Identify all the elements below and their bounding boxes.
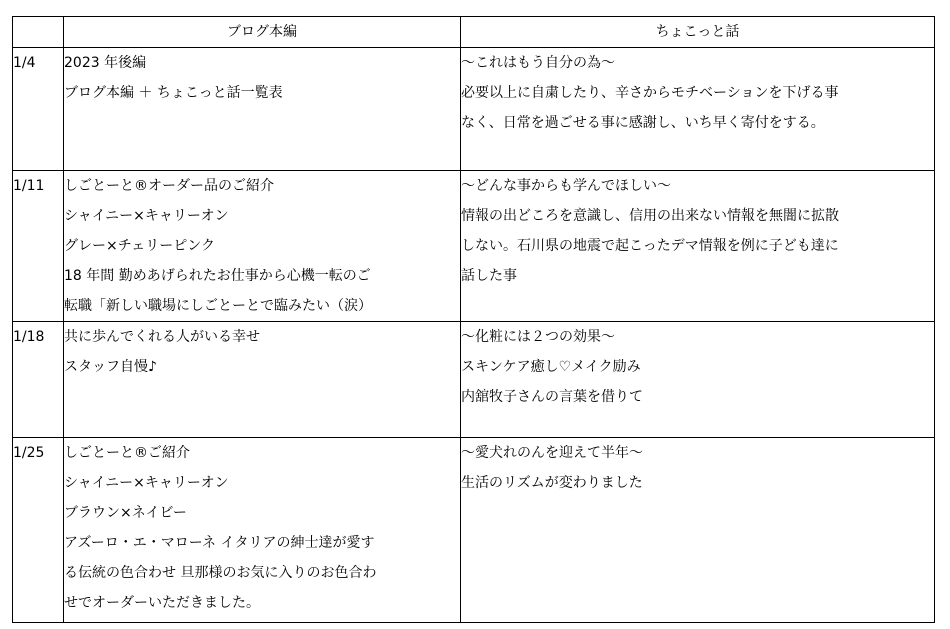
blog-line: 転職「新しい職場にしごとーとで臨みたい（涙） <box>64 298 372 314</box>
table-row <box>13 171 935 322</box>
chat-line: しない。石川県の地震で起こったデマ情報を例に子ども達に <box>461 238 839 254</box>
chat-cell <box>461 438 935 623</box>
schedule-table <box>12 16 935 623</box>
blog-line: シャイニー×キャリーオン <box>64 475 229 491</box>
chat-line: なく、日常を過ごせる事に感謝し、いち早く寄付をする。 <box>461 115 825 131</box>
date-cell: 1/25 <box>13 438 64 623</box>
chat-line: ～どんな事からも学んでほしい～ <box>461 178 671 194</box>
chat-cell <box>461 322 935 438</box>
blog-line: アズーロ・エ・マローネ イタリアの紳士達が愛す <box>64 535 375 551</box>
blog-line: ブラウン×ネイビー <box>64 505 187 521</box>
chat-line: 情報の出どころを意識し、信用の出来ない情報を無闇に拡散 <box>461 208 839 224</box>
chat-line: ～化粧には２つの効果～ <box>461 329 615 345</box>
blog-cell <box>64 171 461 322</box>
blog-line: 共に歩んでくれる人がいる幸せ <box>64 329 260 345</box>
chat-line: 内舘牧子さんの言葉を借りて <box>461 389 643 405</box>
table-row <box>13 438 935 623</box>
chat-line: ～これはもう自分の為～ <box>461 55 615 71</box>
header-date-cell <box>13 17 64 48</box>
blog-line: 2023 年後編 <box>64 55 147 71</box>
chat-line: スキンケア癒し♡メイク励み <box>461 359 641 375</box>
blog-line: しごとーと®オーダー品のご紹介 <box>64 178 274 194</box>
header-row <box>13 17 935 48</box>
chat-line: 生活のリズムが変わりました <box>461 475 643 491</box>
blog-line: スタッフ自慢♪ <box>64 359 157 375</box>
date-cell: 1/11 <box>13 171 64 322</box>
blog-line: シャイニー×キャリーオン <box>64 208 229 224</box>
blog-line: ブログ本編 ＋ ちょこっと話一覧表 <box>64 85 283 101</box>
table-row <box>13 48 935 171</box>
blog-line: しごとーと®ご紹介 <box>64 445 190 461</box>
blog-line: せでオーダーいただきました。 <box>64 595 260 611</box>
table-row <box>13 322 935 438</box>
blog-line: グレー×チェリーピンク <box>64 238 216 254</box>
date-cell: 1/18 <box>13 322 64 438</box>
chat-line: 必要以上に自粛したり、辛さからモチベーションを下げる事 <box>461 85 839 101</box>
blog-cell <box>64 48 461 171</box>
blog-line: 18 年間 勤めあげられたお仕事から心機一転のご <box>64 268 371 284</box>
chat-cell <box>461 48 935 171</box>
chat-line: ～愛犬れのんを迎えて半年～ <box>461 445 643 461</box>
blog-cell <box>64 322 461 438</box>
header-blog-cell: ブログ本編 <box>64 17 461 48</box>
chat-cell <box>461 171 935 322</box>
date-cell: 1/4 <box>13 48 64 171</box>
blog-line: る伝統の色合わせ 旦那様のお気に入りのお色合わ <box>64 565 377 581</box>
blog-cell <box>64 438 461 623</box>
header-chat-cell: ちょこっと話 <box>461 17 935 48</box>
chat-line: 話した事 <box>461 268 517 284</box>
